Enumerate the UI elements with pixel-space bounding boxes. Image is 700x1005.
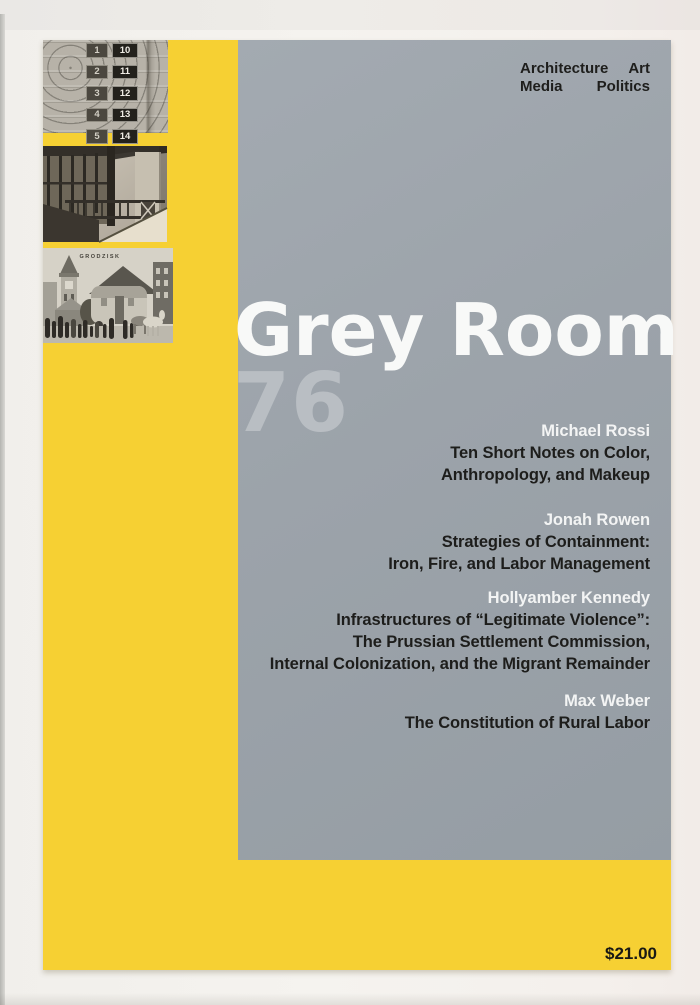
- number-plate: 10: [112, 43, 138, 58]
- article-entry: [270, 690, 650, 734]
- number-plates-grid: [86, 43, 138, 144]
- number-plate: 1: [86, 43, 108, 58]
- masthead-word: Media: [520, 77, 563, 95]
- photo-veranda: [43, 146, 167, 242]
- number-plate: 14: [112, 129, 138, 144]
- magazine-title: Grey Room: [234, 288, 679, 372]
- masthead-word: Architecture: [520, 60, 609, 77]
- article-title-line: Infrastructures of “Legitimate Violence”:: [336, 611, 650, 629]
- scanner-edge-strip: [0, 14, 5, 1005]
- article-author: Jonah Rowen: [543, 511, 650, 529]
- magazine-cover: [43, 40, 679, 970]
- number-plate: 4: [86, 108, 108, 123]
- article-entry: [270, 509, 650, 575]
- masthead-line: [520, 60, 650, 78]
- article-title-line: Iron, Fire, and Labor Management: [388, 555, 650, 573]
- article-title-line: Internal Colonization, and the Migrant Remainder: [269, 655, 650, 673]
- number-plate: 11: [112, 65, 138, 80]
- article-author: Hollyamber Kennedy: [487, 589, 650, 607]
- grodzisk-illustration: [43, 248, 173, 343]
- masthead-word: Politics: [596, 77, 650, 95]
- price: $21.00: [605, 944, 657, 963]
- article-entry: [270, 587, 650, 675]
- article-author: Michael Rossi: [541, 422, 650, 440]
- number-plate: 13: [112, 108, 138, 123]
- veranda-illustration: [43, 146, 167, 242]
- number-plate: 2: [86, 65, 108, 80]
- scan-top-band: [0, 0, 700, 30]
- article-list: [270, 420, 650, 734]
- masthead-line: [520, 78, 650, 96]
- veranda-corner-post: [107, 146, 115, 226]
- article-author: Max Weber: [564, 692, 650, 710]
- grey-panel: [233, 40, 679, 860]
- scan-bottom-shadow: [0, 993, 700, 1005]
- number-plate: 12: [112, 86, 138, 101]
- masthead: [520, 60, 650, 95]
- photo-numbered-plates: [43, 40, 168, 142]
- article-title-line: Strategies of Containment:: [441, 533, 650, 551]
- article-entry: [270, 420, 650, 486]
- masthead-word: Art: [628, 60, 650, 77]
- issue-number: 76: [233, 356, 350, 451]
- grodzisk-caption: GRODZISK: [79, 254, 121, 260]
- photo-grodzisk: [43, 248, 173, 343]
- number-plate: 3: [86, 86, 108, 101]
- article-title-line: The Prussian Settlement Commission,: [352, 633, 650, 651]
- number-plate: 5: [86, 129, 108, 144]
- article-title-line: Anthropology, and Makeup: [440, 466, 650, 484]
- article-title-line: Ten Short Notes on Color,: [450, 444, 650, 462]
- article-title-line: The Constitution of Rural Labor: [404, 714, 650, 732]
